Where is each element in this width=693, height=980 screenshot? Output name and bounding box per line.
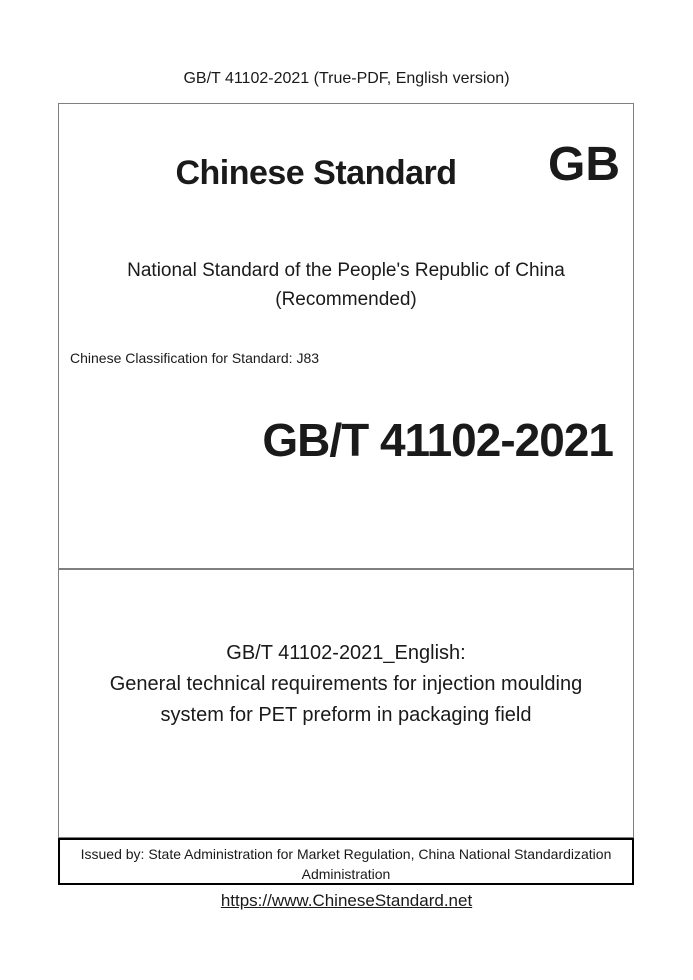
english-title-heading: GB/T 41102-2021_English: [226,642,466,664]
recommended-line: (Recommended) [275,289,417,310]
english-title-line3: system for PET preform in packaging field [160,704,532,726]
classification-line: Chinese Classification for Standard: J83 [70,350,320,366]
english-title-section [58,569,634,838]
issuer-section [58,838,634,885]
gb-logo: GB [548,138,620,191]
cover-top-section [58,103,634,569]
standard-number: GB/T 41102-2021 [262,414,613,466]
cover-brand-title: Chinese Standard [175,154,457,192]
running-header: GB/T 41102-2021 (True-PDF, English version) [183,70,510,87]
national-standard-line: National Standard of the People's Republic of China [127,260,565,281]
footer-website-link[interactable]: https://www.ChineseStandard.net [220,891,473,910]
issuer-line2: Administration [301,866,391,882]
english-title-line2: General technical requirements for injection moulding [109,673,583,695]
issuer-line1: Issued by: State Administration for Market Regulation, China National Standardization [80,846,612,862]
english-title-block [59,570,633,731]
